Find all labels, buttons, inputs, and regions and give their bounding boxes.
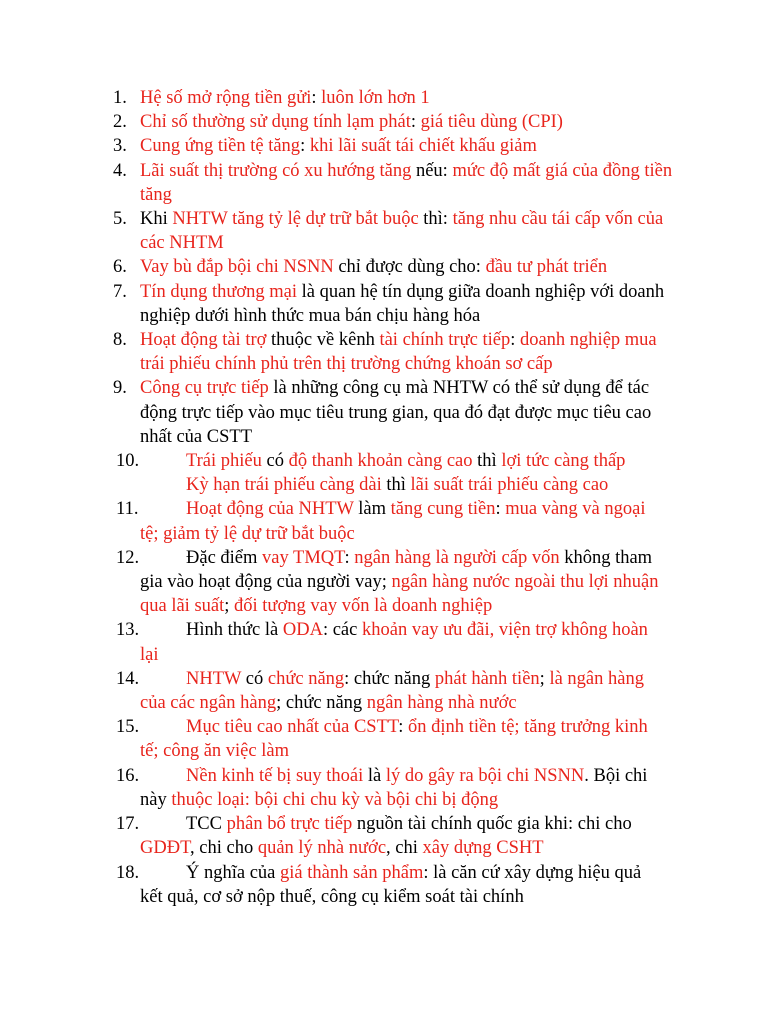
list-item-number: 11. — [116, 499, 139, 520]
list-item — [0, 86, 768, 110]
list-item — [0, 328, 768, 376]
highlighted-text: ODA — [282, 620, 323, 641]
list-item-text — [140, 110, 680, 134]
plain-text: nếu: — [411, 160, 453, 181]
plain-text: không tham gia vào hoạt động của người vay; — [140, 547, 653, 593]
plain-text: có — [261, 451, 289, 472]
highlighted-text: ổn định tiền tệ; tăng trưởng kinh tế; công ăn việc làm — [140, 717, 648, 762]
list-item — [0, 812, 768, 860]
highlighted-text: NHTW — [186, 668, 242, 689]
plain-text: : chức năng — [344, 668, 435, 689]
highlighted-text: Trái phiếu — [186, 451, 262, 472]
plain-text: : — [495, 499, 506, 520]
list-item — [0, 546, 768, 619]
highlighted-text: Công cụ trực tiếp — [140, 378, 269, 399]
list-item-number: 10. — [116, 451, 140, 472]
highlighted-text: Kỳ hạn trái phiếu càng dài — [186, 475, 382, 496]
list-item-text — [140, 812, 660, 860]
plain-text: : — [344, 547, 355, 568]
list-item-number: 5. — [113, 209, 127, 230]
highlighted-text: mức độ mất giá của đồng tiền tăng — [140, 160, 673, 205]
list-item-number: 13. — [116, 620, 140, 641]
list-item — [0, 764, 768, 812]
list-item-text — [140, 376, 680, 449]
list-item-number: 15. — [116, 717, 140, 738]
list-item — [0, 207, 768, 255]
list-item-text — [140, 207, 680, 255]
plain-text: Khi — [140, 209, 173, 230]
highlighted-text: xây dựng CSHT — [422, 838, 544, 859]
list-item-number: 9. — [113, 378, 127, 399]
list-item — [0, 618, 768, 666]
list-item-text — [140, 449, 660, 473]
highlighted-text: giá tiêu dùng (CPI) — [420, 112, 563, 133]
highlighted-text: ngân hàng nước ngoài thu lợi nhuận qua lãi suất — [140, 572, 659, 617]
plain-text: ; chức năng — [276, 693, 367, 714]
list-item-text — [140, 86, 680, 110]
highlighted-text: lợi tức càng thấp — [501, 451, 626, 472]
highlighted-text: Hệ số mở rộng tiền gửi — [140, 88, 312, 108]
highlighted-text: lãi suất trái phiếu càng cao — [410, 475, 609, 496]
plain-text: nguồn tài chính quốc gia khi: chi cho — [352, 814, 632, 835]
list-item-number: 7. — [113, 281, 127, 302]
plain-text: là — [363, 765, 386, 786]
list-item — [0, 255, 768, 279]
highlighted-text: Mục tiêu cao nhất của CSTT — [186, 717, 399, 738]
list-item-text — [140, 497, 660, 545]
highlighted-text: là ngân hàng của các ngân hàng — [140, 668, 644, 714]
list-item-number: 8. — [113, 330, 127, 351]
list-item-text — [140, 667, 660, 715]
list-item — [0, 134, 768, 158]
highlighted-text: GDĐT — [140, 838, 191, 859]
highlighted-text: Hoạt động của NHTW — [186, 499, 354, 520]
highlighted-text: Chỉ số thường sử dụng tính lạm phát — [140, 112, 411, 133]
plain-text: TCC — [186, 814, 227, 835]
highlighted-text: đối tượng vay vốn là doanh nghiệp — [234, 596, 493, 617]
plain-text: thuộc về kênh — [266, 330, 380, 351]
document-page — [0, 86, 768, 909]
list-item-text — [140, 715, 660, 763]
plain-text: : — [311, 88, 322, 108]
highlighted-text: ngân hàng là người cấp vốn — [354, 547, 560, 568]
list-item — [0, 159, 768, 207]
plain-text: , chi cho — [190, 838, 258, 859]
highlighted-text: Tín dụng thương mại — [140, 281, 298, 302]
highlighted-text: vay TMQT — [262, 547, 345, 568]
list-item-number: 2. — [113, 112, 127, 133]
highlighted-text: thuộc loại: bội chi chu kỳ và bội chi bị động — [171, 789, 499, 810]
plain-text: : — [510, 330, 520, 351]
list-item-text — [186, 473, 666, 497]
list-item-text — [140, 764, 660, 812]
plain-text: là những công cụ mà NHTW có thể sử dụng để tác động trực tiếp vào mục tiêu trung gian, qua đó đạt được mục tiêu cao nhất của CSTT — [140, 378, 652, 447]
highlighted-text: phân bổ trực tiếp — [226, 814, 353, 835]
plain-text: thì — [472, 451, 502, 472]
list-item-number: 16. — [116, 765, 140, 786]
plain-text: thì: — [418, 209, 453, 230]
highlighted-text: mua vàng và ngoại tệ; giảm tỷ lệ dự trữ bắt buộc — [140, 499, 646, 544]
highlighted-text: độ thanh khoản càng cao — [288, 451, 473, 472]
list-item-text — [140, 255, 680, 279]
highlighted-text: Vay bù đắp bội chi NSNN — [140, 257, 334, 278]
plain-text: thì — [381, 475, 411, 496]
plain-text: ; — [539, 668, 550, 689]
list-item-text — [140, 546, 660, 619]
highlighted-text: Hoạt động tài trợ — [140, 330, 267, 351]
highlighted-text: lý do gây ra bội chi NSNN — [385, 765, 585, 786]
plain-text: : là căn cứ xây dựng hiệu quả kết quả, cơ sở nộp thuế, công cụ kiểm soát tài chính — [140, 862, 642, 907]
highlighted-text: chức năng — [267, 668, 345, 689]
plain-text: là quan hệ tín dụng giữa doanh nghiệp với doanh nghiệp dưới hình thức mua bán chịu hàng hóa — [140, 281, 665, 326]
plain-text: chỉ được dùng cho: — [333, 257, 486, 278]
list-item-number: 14. — [116, 668, 140, 689]
highlighted-text: tăng cung tiền — [390, 499, 496, 520]
highlighted-text: ngân hàng nhà nước — [366, 693, 517, 714]
plain-text: có — [241, 668, 268, 689]
list-item-text — [140, 280, 680, 328]
list-item-number: 12. — [116, 547, 140, 568]
plain-text: Ý nghĩa của — [186, 862, 281, 883]
list-item-number: 6. — [113, 257, 127, 278]
highlighted-text: NHTW tăng tỷ lệ dự trữ bắt buộc — [172, 209, 419, 230]
plain-text: : các — [322, 620, 362, 641]
highlighted-text: Lãi suất thị trường có xu hướng tăng — [140, 160, 412, 181]
plain-text: ; — [224, 596, 235, 617]
list-item-number: 1. — [113, 88, 127, 108]
plain-text: Hình thức là — [186, 620, 283, 641]
plain-text: , chi — [386, 838, 423, 859]
plain-text: : — [398, 717, 409, 738]
highlighted-text: giá thành sản phẩm — [280, 862, 424, 883]
list-item — [0, 497, 768, 545]
highlighted-text: Nền kinh tế bị suy thoái — [186, 765, 364, 786]
plain-text: làm — [353, 499, 391, 520]
highlighted-text: doanh nghiệp mua trái phiếu chính phủ trên thị trường chứng khoán sơ cấp — [140, 330, 657, 375]
plain-text: Đặc điểm — [186, 547, 263, 568]
highlighted-text: khi lãi suất tái chiết khấu giảm — [309, 136, 537, 157]
list-item — [0, 376, 768, 449]
list-item-number: 4. — [113, 160, 127, 181]
list-item — [0, 473, 768, 497]
list-item-number: 3. — [113, 136, 127, 157]
list-item — [0, 110, 768, 134]
list-item-number: 18. — [116, 862, 140, 883]
list-item — [0, 449, 768, 473]
plain-text: : — [410, 112, 421, 133]
list-item — [0, 280, 768, 328]
list-item-text — [140, 159, 680, 207]
list-item-text — [140, 134, 680, 158]
list-item-text — [140, 861, 660, 909]
plain-text: . Bội chi này — [140, 765, 648, 810]
highlighted-text: luôn lớn hơn 1 — [321, 88, 430, 108]
highlighted-text: tăng nhu cầu tái cấp vốn của các NHTM — [140, 209, 664, 254]
list-item — [0, 861, 768, 909]
highlighted-text: Cung ứng tiền tệ tăng — [140, 136, 301, 157]
list-item — [0, 667, 768, 715]
highlighted-text: quản lý nhà nước — [257, 838, 387, 859]
highlighted-text: khoản vay ưu đãi, viện trợ không hoàn lại — [140, 620, 648, 665]
highlighted-text: phát hành tiền — [434, 668, 540, 689]
list-item-text — [140, 618, 660, 666]
highlighted-text: tài chính trực tiếp — [379, 330, 511, 351]
list-item — [0, 715, 768, 763]
plain-text: : — [300, 136, 310, 157]
highlighted-text: đầu tư phát triển — [485, 257, 608, 278]
list-item-number: 17. — [116, 814, 140, 835]
list-item-text — [140, 328, 680, 376]
